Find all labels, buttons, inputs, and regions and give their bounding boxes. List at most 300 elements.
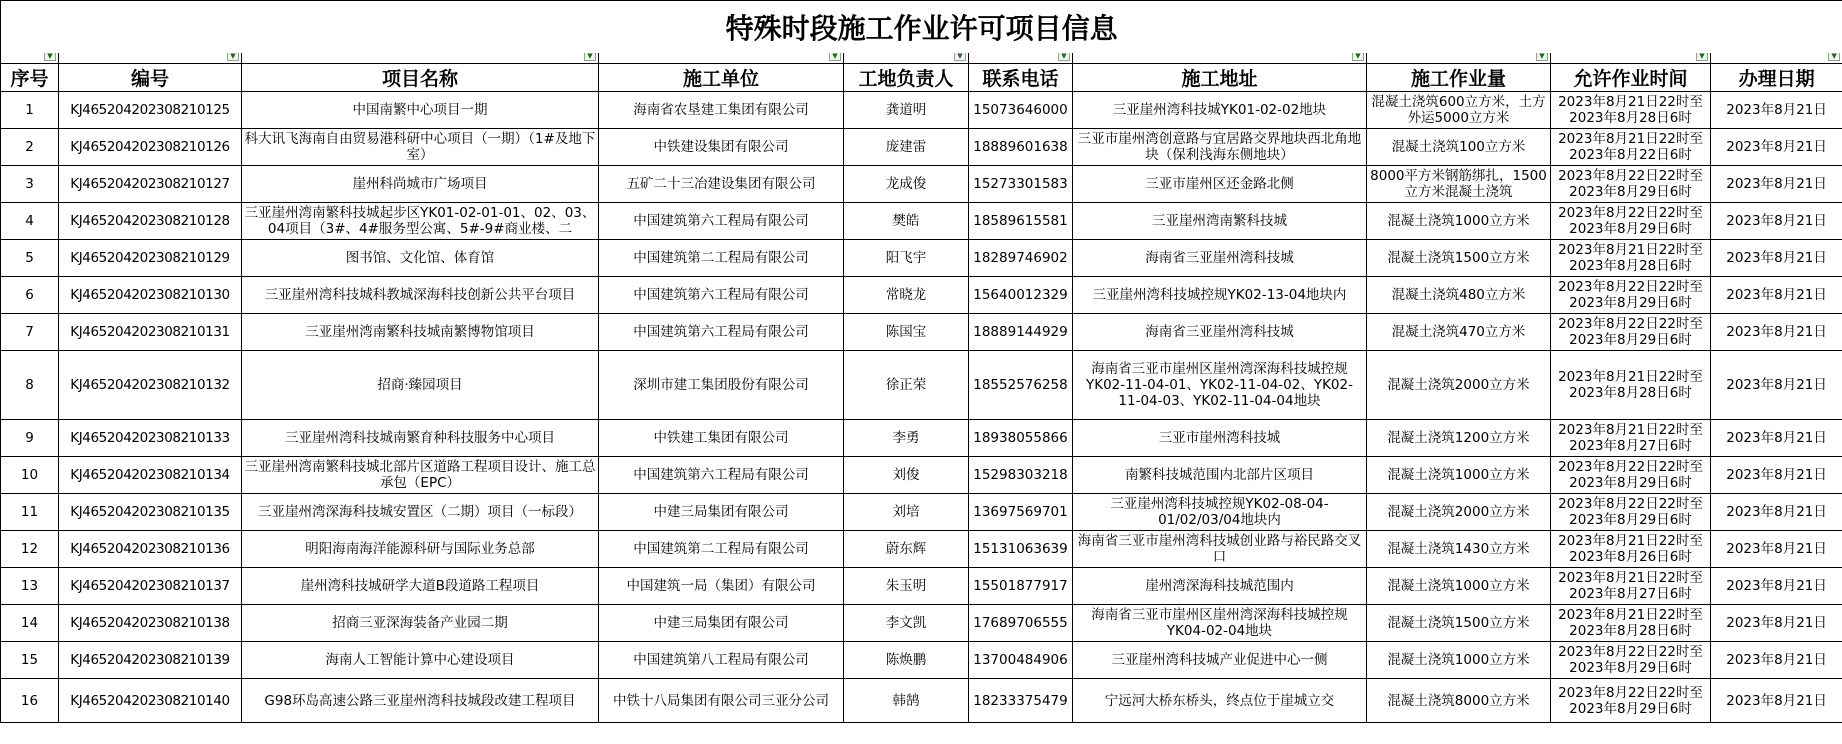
filter-cell-address	[1073, 53, 1367, 64]
cell-allowed-time[interactable]	[1551, 129, 1711, 166]
table-row	[1, 642, 1842, 679]
cell-phone[interactable]	[969, 92, 1073, 129]
cell-code[interactable]	[59, 203, 242, 240]
cell-date[interactable]	[1711, 166, 1842, 203]
cell-allowed-time[interactable]	[1551, 605, 1711, 642]
cell-date[interactable]	[1711, 420, 1842, 457]
cell-text: 2023年8月21日	[1726, 176, 1827, 192]
cell-project-name[interactable]	[242, 457, 599, 494]
header-project-name[interactable]: 项目名称	[242, 64, 599, 92]
cell-address[interactable]	[1073, 605, 1367, 642]
cell-code[interactable]	[59, 351, 242, 420]
cell-row-no[interactable]	[1, 457, 59, 494]
cell-text: 科大讯飞海南自由贸易港科研中心项目（一期）（1#及地下室）	[244, 131, 596, 163]
cell-text: 2023年8月21日22时至2023年8月28日6时	[1558, 607, 1703, 639]
filter-dropdown-icon[interactable]: ▼	[44, 53, 56, 61]
cell-phone[interactable]	[969, 129, 1073, 166]
cell-allowed-time[interactable]	[1551, 166, 1711, 203]
cell-text: 崖州湾深海科技城范围内	[1145, 578, 1294, 594]
cell-text: 中国建筑第六工程局有限公司	[633, 287, 809, 303]
cell-text: 18233375479	[973, 692, 1068, 709]
cell-company[interactable]	[599, 494, 844, 531]
cell-text: 2023年8月21日22时至2023年8月27日6时	[1558, 422, 1703, 454]
cell-date[interactable]	[1711, 351, 1842, 420]
cell-volume[interactable]	[1367, 531, 1551, 568]
cell-text: 中铁建设集团有限公司	[653, 139, 789, 155]
header-allowed-time[interactable]: 允许作业时间	[1551, 64, 1711, 92]
cell-text: 混凝土浇筑2000立方米	[1387, 377, 1530, 393]
cell-project-name[interactable]	[242, 531, 599, 568]
cell-allowed-time[interactable]	[1551, 642, 1711, 679]
cell-volume[interactable]	[1367, 605, 1551, 642]
cell-project-name[interactable]	[242, 494, 599, 531]
header-phone[interactable]: 联系电话	[969, 64, 1073, 92]
cell-text: 2023年8月21日22时至2023年8月28日6时	[1558, 94, 1703, 126]
cell-text: 2023年8月21日	[1726, 504, 1827, 520]
cell-text: KJ465204202308210139	[70, 652, 230, 668]
cell-text: KJ465204202308210140	[70, 692, 230, 709]
cell-address[interactable]	[1073, 568, 1367, 605]
cell-text: 13	[20, 578, 39, 594]
cell-manager[interactable]	[844, 351, 969, 420]
cell-text: 15273301583	[973, 176, 1068, 192]
cell-text: 韩鹄	[892, 692, 920, 709]
cell-volume[interactable]	[1367, 166, 1551, 203]
cell-text: 图书馆、文化馆、体育馆	[345, 250, 495, 266]
cell-manager[interactable]	[844, 166, 969, 203]
filter-cell-volume	[1367, 53, 1551, 64]
cell-project-name[interactable]	[242, 240, 599, 277]
cell-row-no[interactable]	[1, 679, 59, 723]
cell-text: 海南省农垦建工集团有限公司	[633, 102, 809, 118]
cell-allowed-time[interactable]	[1551, 568, 1711, 605]
cell-text: 2023年8月22日22时至2023年8月29日6时	[1558, 279, 1703, 311]
cell-text: 三亚崖州湾科技城南繁育种科技服务中心项目	[285, 430, 555, 446]
cell-company[interactable]	[599, 420, 844, 457]
cell-volume[interactable]	[1367, 277, 1551, 314]
cell-company[interactable]	[599, 166, 844, 203]
cell-project-name[interactable]	[242, 277, 599, 314]
header-date[interactable]: 办理日期	[1711, 64, 1842, 92]
cell-row-no[interactable]	[1, 166, 59, 203]
cell-text: 2023年8月21日	[1726, 652, 1827, 668]
filter-cell-company	[599, 53, 844, 64]
cell-text: 陈焕鹏	[885, 652, 927, 668]
cell-allowed-time[interactable]	[1551, 351, 1711, 420]
cell-text: 混凝土浇筑8000立方米	[1387, 692, 1530, 709]
cell-manager[interactable]	[844, 568, 969, 605]
header-address[interactable]: 施工地址	[1073, 64, 1367, 92]
cell-project-name[interactable]	[242, 92, 599, 129]
filter-cell-date	[1711, 53, 1842, 64]
cell-text: 7	[25, 324, 34, 340]
cell-address[interactable]	[1073, 166, 1367, 203]
table-row	[1, 531, 1842, 568]
sheet-title: 特殊时段施工作业许可项目信息	[1, 1, 1842, 54]
cell-phone[interactable]	[969, 351, 1073, 420]
cell-text: 15073646000	[973, 102, 1068, 118]
header-company[interactable]: 施工单位	[599, 64, 844, 92]
cell-text: 龙成俊	[885, 176, 927, 192]
cell-text: 蔚东辉	[885, 541, 927, 557]
cell-row-no[interactable]	[1, 351, 59, 420]
cell-phone[interactable]	[969, 568, 1073, 605]
cell-text: KJ465204202308210130	[70, 287, 230, 303]
cell-text: 13697569701	[973, 504, 1068, 520]
cell-project-name[interactable]	[242, 568, 599, 605]
table-row	[1, 494, 1842, 531]
cell-date[interactable]	[1711, 494, 1842, 531]
cell-manager[interactable]	[844, 679, 969, 723]
cell-project-name[interactable]	[242, 679, 599, 723]
cell-text: 宁远河大桥东桥头，终点位于崖城立交	[1104, 692, 1335, 709]
filter-dropdown-icon[interactable]: ▼	[1352, 53, 1364, 61]
cell-address[interactable]	[1073, 457, 1367, 494]
cell-company[interactable]	[599, 240, 844, 277]
cell-address[interactable]	[1073, 642, 1367, 679]
cell-address[interactable]	[1073, 494, 1367, 531]
cell-project-name[interactable]	[242, 605, 599, 642]
cell-text: 海南省三亚市崖州区崖州湾深海科技城控规YK04-02-04地块	[1091, 607, 1348, 639]
cell-text: 南繁科技城范围内北部片区项目	[1125, 467, 1314, 483]
cell-volume[interactable]	[1367, 314, 1551, 351]
cell-text: 2023年8月21日	[1726, 430, 1827, 446]
cell-allowed-time[interactable]	[1551, 420, 1711, 457]
cell-company[interactable]	[599, 92, 844, 129]
cell-text: 8000平方米钢筋绑扎，1500立方米混凝土浇筑	[1370, 168, 1547, 200]
cell-volume[interactable]	[1367, 679, 1551, 723]
cell-text: 混凝土浇筑1000立方米	[1387, 578, 1530, 594]
cell-company[interactable]	[599, 203, 844, 240]
cell-text: 2023年8月21日22时至2023年8月28日6时	[1558, 242, 1703, 274]
cell-address[interactable]	[1073, 203, 1367, 240]
cell-text: 三亚崖州湾南繁科技城南繁博物馆项目	[305, 324, 535, 340]
table-row	[1, 420, 1842, 457]
cell-code[interactable]	[59, 92, 242, 129]
cell-date[interactable]	[1711, 92, 1842, 129]
cell-manager[interactable]	[844, 531, 969, 568]
cell-row-no[interactable]	[1, 494, 59, 531]
cell-code[interactable]	[59, 277, 242, 314]
cell-project-name[interactable]	[242, 129, 599, 166]
cell-date[interactable]	[1711, 568, 1842, 605]
cell-code[interactable]	[59, 420, 242, 457]
cell-row-no[interactable]	[1, 531, 59, 568]
cell-row-no[interactable]	[1, 129, 59, 166]
cell-date[interactable]	[1711, 240, 1842, 277]
filter-dropdown-icon[interactable]: ▼	[1536, 53, 1548, 61]
cell-manager[interactable]	[844, 314, 969, 351]
cell-row-no[interactable]	[1, 240, 59, 277]
cell-text: 三亚市崖州区还金路北侧	[1145, 176, 1294, 192]
table-row	[1, 166, 1842, 203]
cell-date[interactable]	[1711, 531, 1842, 568]
cell-phone[interactable]	[969, 457, 1073, 494]
cell-address[interactable]	[1073, 92, 1367, 129]
cell-volume[interactable]	[1367, 240, 1551, 277]
cell-company[interactable]	[599, 531, 844, 568]
cell-allowed-time[interactable]	[1551, 277, 1711, 314]
table-row	[1, 351, 1842, 420]
cell-text: 刘培	[892, 504, 920, 520]
filter-cell-allowed-time	[1551, 53, 1711, 64]
cell-volume[interactable]	[1367, 351, 1551, 420]
cell-text: 2023年8月21日	[1726, 102, 1827, 118]
cell-code[interactable]	[59, 494, 242, 531]
cell-text: 三亚市崖州湾科技城	[1158, 430, 1281, 446]
cell-text: 2023年8月22日22时至2023年8月29日6时	[1558, 684, 1703, 717]
cell-manager[interactable]	[844, 420, 969, 457]
cell-row-no[interactable]	[1, 314, 59, 351]
cell-manager[interactable]	[844, 129, 969, 166]
cell-allowed-time[interactable]	[1551, 494, 1711, 531]
cell-text: 海南省三亚市崖州湾科技城创业路与裕民路交叉口	[1077, 533, 1362, 565]
cell-phone[interactable]	[969, 494, 1073, 531]
cell-phone[interactable]	[969, 679, 1073, 723]
filter-dropdown-icon[interactable]: ▼	[954, 53, 966, 61]
cell-text: 14	[20, 615, 39, 631]
filter-dropdown-icon[interactable]: ▼	[1058, 53, 1070, 61]
cell-text: 8	[25, 377, 34, 393]
cell-text: 15501877917	[973, 578, 1068, 594]
cell-volume[interactable]	[1367, 642, 1551, 679]
cell-text: 2023年8月21日	[1726, 139, 1827, 155]
cell-text: 招商三亚深海装备产业园二期	[332, 615, 508, 631]
cell-phone[interactable]	[969, 277, 1073, 314]
cell-code[interactable]	[59, 166, 242, 203]
cell-volume[interactable]	[1367, 92, 1551, 129]
cell-text: 招商·臻园项目	[377, 377, 463, 393]
table-row	[1, 568, 1842, 605]
cell-phone[interactable]	[969, 531, 1073, 568]
cell-company[interactable]	[599, 679, 844, 723]
cell-code[interactable]	[59, 568, 242, 605]
cell-address[interactable]	[1073, 679, 1367, 723]
cell-manager[interactable]	[844, 642, 969, 679]
cell-allowed-time[interactable]	[1551, 531, 1711, 568]
cell-text: 4	[25, 213, 34, 229]
cell-text: 13700484906	[973, 652, 1068, 668]
cell-text: 三亚崖州湾科技城YK01-02-02地块	[1112, 102, 1327, 118]
header-row-no[interactable]: 序号	[1, 64, 59, 92]
cell-text: 2023年8月21日	[1726, 213, 1827, 229]
header-code[interactable]: 编号	[59, 64, 242, 92]
cell-allowed-time[interactable]	[1551, 92, 1711, 129]
filter-dropdown-icon[interactable]: ▼	[1696, 53, 1708, 61]
cell-row-no[interactable]	[1, 277, 59, 314]
cell-phone[interactable]	[969, 203, 1073, 240]
cell-company[interactable]	[599, 568, 844, 605]
cell-text: 混凝土浇筑1000立方米	[1387, 467, 1530, 483]
cell-text: 混凝土浇筑1000立方米	[1387, 213, 1530, 229]
cell-company[interactable]	[599, 314, 844, 351]
cell-company[interactable]	[599, 605, 844, 642]
header-volume[interactable]: 施工作业量	[1367, 64, 1551, 92]
cell-company[interactable]	[599, 129, 844, 166]
cell-text: 中建三局集团有限公司	[653, 615, 789, 631]
cell-text: 中国建筑第二工程局有限公司	[633, 250, 809, 266]
cell-manager[interactable]	[844, 92, 969, 129]
cell-phone[interactable]	[969, 240, 1073, 277]
cell-volume[interactable]	[1367, 129, 1551, 166]
cell-date[interactable]	[1711, 605, 1842, 642]
cell-company[interactable]	[599, 351, 844, 420]
filter-dropdown-icon[interactable]: ▼	[584, 53, 596, 61]
cell-date[interactable]	[1711, 642, 1842, 679]
cell-address[interactable]	[1073, 240, 1367, 277]
cell-text: 2023年8月21日22时至2023年8月26日6时	[1558, 533, 1703, 565]
cell-text: 崖州科尚城市广场项目	[352, 176, 488, 192]
cell-date[interactable]	[1711, 314, 1842, 351]
cell-project-name[interactable]	[242, 166, 599, 203]
cell-row-no[interactable]	[1, 642, 59, 679]
cell-phone[interactable]	[969, 420, 1073, 457]
cell-code[interactable]	[59, 605, 242, 642]
cell-project-name[interactable]	[242, 314, 599, 351]
cell-project-name[interactable]	[242, 203, 599, 240]
cell-project-name[interactable]	[242, 642, 599, 679]
cell-allowed-time[interactable]	[1551, 457, 1711, 494]
cell-volume[interactable]	[1367, 457, 1551, 494]
cell-code[interactable]	[59, 240, 242, 277]
cell-text: 崖州湾科技城研学大道B段道路工程项目	[300, 578, 540, 594]
cell-text: 三亚崖州湾南繁科技城	[1152, 213, 1287, 229]
cell-row-no[interactable]	[1, 605, 59, 642]
cell-volume[interactable]	[1367, 203, 1551, 240]
cell-phone[interactable]	[969, 642, 1073, 679]
cell-phone[interactable]	[969, 314, 1073, 351]
filter-cell-project-name	[242, 53, 599, 64]
cell-phone[interactable]	[969, 166, 1073, 203]
cell-text: KJ465204202308210127	[70, 176, 230, 192]
cell-manager[interactable]	[844, 457, 969, 494]
cell-address[interactable]	[1073, 129, 1367, 166]
cell-code[interactable]	[59, 531, 242, 568]
cell-company[interactable]	[599, 457, 844, 494]
cell-allowed-time[interactable]	[1551, 203, 1711, 240]
cell-project-name[interactable]	[242, 351, 599, 420]
cell-text: KJ465204202308210132	[70, 377, 230, 393]
cell-volume[interactable]	[1367, 494, 1551, 531]
cell-address[interactable]	[1073, 314, 1367, 351]
cell-address[interactable]	[1073, 531, 1367, 568]
cell-company[interactable]	[599, 642, 844, 679]
cell-text: 混凝土浇筑100立方米	[1391, 139, 1526, 155]
cell-text: 海南省三亚崖州湾科技城	[1145, 250, 1294, 266]
cell-manager[interactable]	[844, 203, 969, 240]
cell-text: 海南省三亚市崖州区崖州湾深海科技城控规YK02-11-04-01、YK02-11-04-02、YK02-11-04-03、YK02-11-04-04地块	[1085, 361, 1353, 409]
cell-text: 3	[25, 176, 34, 192]
cell-code[interactable]	[59, 679, 242, 723]
cell-text: KJ465204202308210129	[70, 250, 230, 266]
cell-text: 2023年8月21日	[1726, 324, 1827, 340]
cell-text: 2023年8月21日	[1726, 377, 1827, 393]
cell-text: 混凝土浇筑470立方米	[1391, 324, 1526, 340]
cell-allowed-time[interactable]	[1551, 314, 1711, 351]
cell-text: 2023年8月22日22时至2023年8月29日6时	[1558, 316, 1703, 348]
cell-text: KJ465204202308210125	[70, 102, 230, 118]
cell-date[interactable]	[1711, 203, 1842, 240]
cell-code[interactable]	[59, 457, 242, 494]
filter-dropdown-icon[interactable]: ▼	[829, 53, 841, 61]
cell-text: 2023年8月21日	[1726, 467, 1827, 483]
cell-date[interactable]	[1711, 457, 1842, 494]
cell-address[interactable]	[1073, 277, 1367, 314]
cell-text: 陈国宝	[885, 324, 927, 340]
cell-text: 2023年8月21日	[1726, 250, 1827, 266]
cell-text: 混凝土浇筑1430立方米	[1387, 541, 1530, 557]
cell-text: 三亚崖州湾深海科技城安置区（二期）项目（一标段）	[258, 504, 582, 520]
cell-text: 中铁建工集团有限公司	[653, 430, 789, 446]
cell-text: 2023年8月21日	[1726, 615, 1827, 631]
cell-text: 中国建筑第六工程局有限公司	[633, 213, 809, 229]
cell-text: 明阳海南海洋能源科研与国际业务总部	[305, 541, 535, 557]
filter-dropdown-icon[interactable]: ▼	[1828, 53, 1840, 61]
filter-cell-manager	[844, 53, 969, 64]
cell-text: 徐正荣	[885, 377, 927, 393]
cell-code[interactable]	[59, 314, 242, 351]
cell-date[interactable]	[1711, 129, 1842, 166]
filter-cell-phone	[969, 53, 1073, 64]
cell-text: 18289746902	[973, 250, 1068, 266]
cell-phone[interactable]	[969, 605, 1073, 642]
cell-allowed-time[interactable]	[1551, 240, 1711, 277]
cell-text: KJ465204202308210133	[70, 430, 230, 446]
cell-text: 18589615581	[973, 213, 1068, 229]
cell-text: 阳飞宇	[885, 250, 927, 266]
cell-manager[interactable]	[844, 494, 969, 531]
cell-manager[interactable]	[844, 605, 969, 642]
cell-row-no[interactable]	[1, 203, 59, 240]
cell-manager[interactable]	[844, 277, 969, 314]
cell-address[interactable]	[1073, 351, 1367, 420]
cell-allowed-time[interactable]	[1551, 679, 1711, 723]
cell-text: 三亚崖州湾科技城科教城深海科技创新公共平台项目	[264, 287, 576, 303]
cell-text: 中国南繁中心项目一期	[352, 102, 488, 118]
cell-text: KJ465204202308210136	[70, 541, 230, 557]
cell-text: 18889144929	[973, 324, 1068, 340]
cell-text: KJ465204202308210128	[70, 213, 230, 229]
cell-text: 海南人工智能计算中心建设项目	[325, 652, 515, 668]
cell-text: 中国建筑一局（集团）有限公司	[626, 578, 816, 594]
cell-text: 2023年8月21日22时至2023年8月22日6时	[1558, 131, 1703, 163]
cell-date[interactable]	[1711, 679, 1842, 723]
cell-row-no[interactable]	[1, 568, 59, 605]
cell-text: 混凝土浇筑480立方米	[1391, 287, 1526, 303]
cell-text: 2023年8月22日22时至2023年8月29日6时	[1558, 459, 1703, 491]
cell-text: 三亚崖州湾南繁科技城起步区YK01-02-01-01、02、03、04项目（3#、4#服务型公寓、5#-9#商业楼、二	[244, 205, 596, 237]
cell-row-no[interactable]	[1, 92, 59, 129]
header-manager[interactable]: 工地负责人	[844, 64, 969, 92]
cell-code[interactable]	[59, 129, 242, 166]
cell-text: 混凝土浇筑1500立方米	[1387, 250, 1530, 266]
cell-address[interactable]	[1073, 420, 1367, 457]
filter-dropdown-icon[interactable]: ▼	[227, 53, 239, 61]
cell-volume[interactable]	[1367, 568, 1551, 605]
cell-manager[interactable]	[844, 240, 969, 277]
cell-volume[interactable]	[1367, 420, 1551, 457]
cell-date[interactable]	[1711, 277, 1842, 314]
table-row	[1, 203, 1842, 240]
cell-text: 龚道明	[885, 102, 927, 118]
cell-code[interactable]	[59, 642, 242, 679]
cell-text: 2	[25, 139, 34, 155]
cell-row-no[interactable]	[1, 420, 59, 457]
cell-text: 2023年8月21日22时至2023年8月27日6时	[1558, 570, 1703, 602]
cell-company[interactable]	[599, 277, 844, 314]
cell-project-name[interactable]	[242, 420, 599, 457]
cell-text: 混凝土浇筑1200立方米	[1387, 430, 1530, 446]
